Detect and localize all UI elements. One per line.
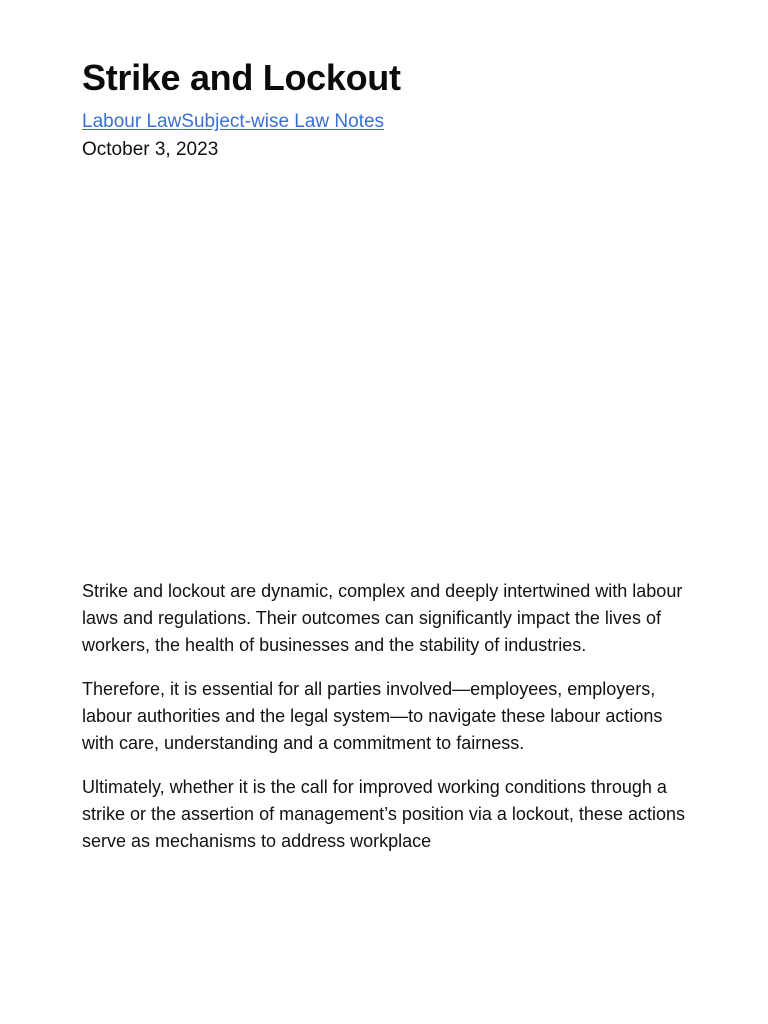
category-link-law-notes[interactable]: Subject-wise Law Notes bbox=[181, 111, 385, 132]
paragraph-3: Ultimately, whether it is the call for improved working conditions through a strike or the assertion of management’s position via a lockout, these actions serve as mechanisms to address workplace bbox=[82, 777, 685, 851]
category-links bbox=[82, 108, 686, 136]
category-link-labour-law[interactable]: Labour Law bbox=[82, 111, 182, 132]
paragraph-2: Therefore, it is essential for all parties involved—employees, employers, labour authorities and the legal system—to navigate these labour actions with care, understanding and a commitment to fairness. bbox=[82, 679, 663, 753]
article-body bbox=[82, 578, 686, 855]
page-title: Strike and Lockout bbox=[82, 57, 401, 98]
post-meta bbox=[82, 108, 686, 164]
post-date: October 3, 2023 bbox=[82, 139, 219, 160]
paragraph-1: Strike and lockout are dynamic, complex and deeply intertwined with labour laws and regulations. Their outcomes can significantly impact the lives of workers, the health of businesses and the stability of industries. bbox=[82, 581, 683, 655]
featured-image-area bbox=[82, 164, 686, 578]
